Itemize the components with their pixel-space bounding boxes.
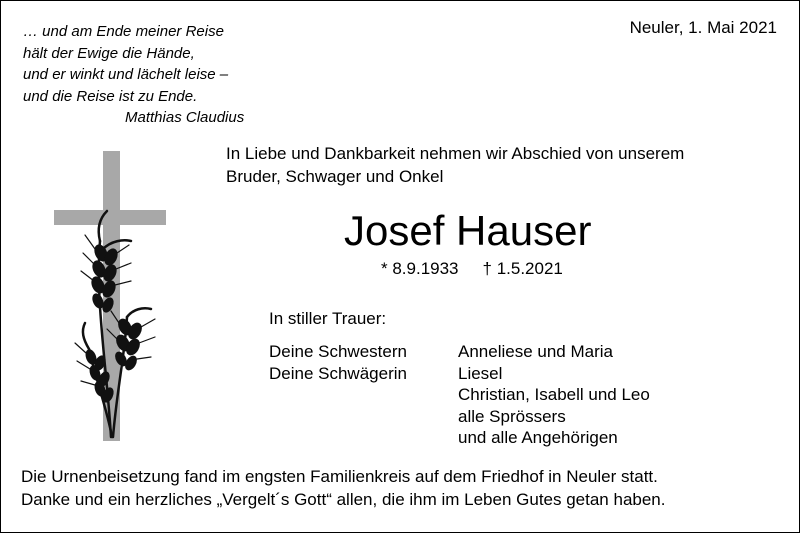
poem-author: Matthias Claudius — [125, 109, 245, 126]
relatives-row — [269, 406, 650, 428]
relation-label — [269, 384, 458, 406]
footer-line: Die Urnenbeisetzung fand im engsten Familienkreis auf dem Friedhof in Neuler statt. — [21, 467, 658, 486]
poem-line: und die Reise ist zu Ende. — [23, 87, 198, 105]
relation-label — [269, 427, 458, 449]
life-dates — [381, 259, 563, 279]
place-date: Neuler, 1. Mai 2021 — [629, 18, 777, 37]
deceased-name: Josef Hauser — [344, 207, 592, 254]
relative-names: Anneliese und Maria — [458, 342, 613, 361]
relative-names: Christian, Isabell und Leo — [458, 385, 650, 404]
mourning-label: In stiller Trauer: — [269, 309, 387, 328]
relation-label — [269, 406, 458, 428]
poem-line: und er winkt und lächelt leise – — [23, 66, 229, 83]
cross-with-wheat-graphic — [51, 149, 171, 444]
relative-names: und alle Angehörigen — [458, 428, 618, 447]
relatives-row — [269, 427, 650, 449]
relation-label: Deine Schwägerin — [269, 363, 407, 383]
poem-quote — [23, 21, 283, 129]
relatives-row — [269, 363, 650, 385]
relative-names: alle Sprössers — [458, 406, 566, 426]
relatives-list — [269, 341, 650, 449]
poem-line: hält der Ewige die Hände, — [23, 44, 195, 62]
birth-date: * 8.9.1933 — [381, 259, 459, 278]
footer-text — [21, 465, 665, 511]
death-date: † 1.5.2021 — [482, 259, 563, 278]
intro-line: In Liebe und Dankbarkeit nehmen wir Abschied von unserem — [226, 144, 685, 163]
relation-label: Deine Schwestern — [269, 342, 407, 361]
intro-text — [226, 142, 684, 188]
relatives-row — [269, 341, 650, 363]
cross-with-wheat-icon — [51, 149, 171, 449]
relatives-row — [269, 384, 650, 406]
intro-line: Bruder, Schwager und Onkel — [226, 167, 444, 186]
footer-line: Danke und ein herzliches „Vergelt´s Gott“ allen, die ihm im Leben Gutes getan haben. — [21, 490, 666, 509]
poem-line: … und am Ende meiner Reise — [23, 23, 224, 40]
relative-names: Liesel — [458, 363, 503, 383]
